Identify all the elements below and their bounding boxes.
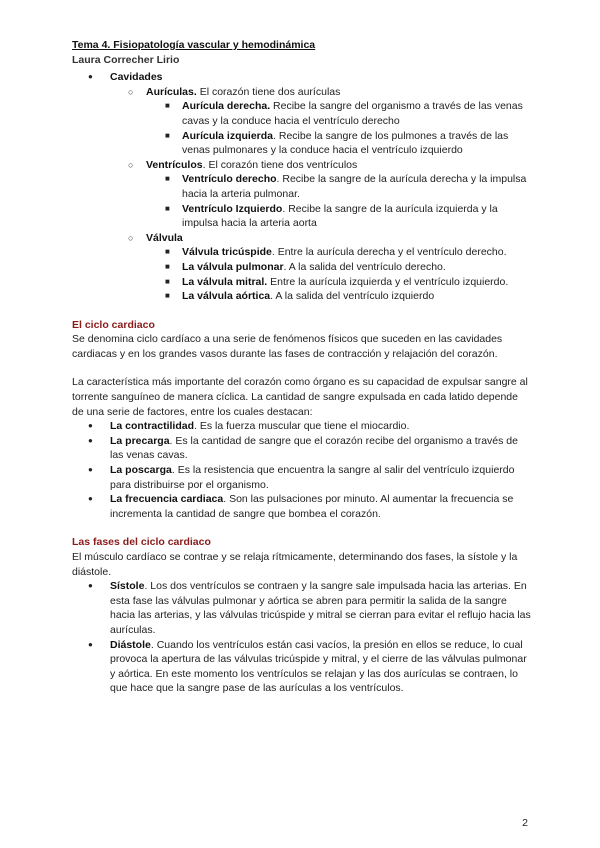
page-number: 2 [522,817,528,829]
item-text: . A la salida del ventrículo izquierdo [270,290,435,303]
auriculas-term: Aurículas. [146,85,197,98]
item-text: . Es la cantidad de sangre que el corazón recibe del organismo a través de las venas cavas. [110,434,518,462]
fases-list [72,579,532,696]
item-term: Ventrículo Izquierdo [182,202,283,215]
ciclo-paragraph-1: Se denomina ciclo cardíaco a una serie de fenómenos físicos que suceden en las cavidades cardiacas y en los grandes vasos durante las fases de contracción y relajación del corazón. [72,333,503,360]
item-term: La frecuencia cardiaca [110,493,224,506]
auriculas-item [110,85,532,158]
list-item [146,289,532,304]
factors-list [72,419,532,521]
cavidades-list [72,70,532,304]
item-text: . Cuando los ventrículos están casi vacíos, la presión en ellos se reduce, lo cual provoca la apertura de las válvulas tricúspide y mitral, y el cierre de las válvulas pulmonar y aórtica. En este momento los ventrículos se relajan y las dos aurículas se contraen, lo que hace que la sangre pase de las aurículas a los ventrículos. [110,638,527,695]
item-text: Entre la aurícula izquierda y el ventrículo izquierdo. [267,275,509,288]
list-item [146,245,532,260]
item-term: La válvula mitral. [182,275,268,288]
valvula-sublist [146,245,532,303]
list-item [146,275,532,290]
list-item [146,129,532,158]
valvula-item [110,231,532,304]
item-text: Recibe la sangre del organismo a través de las venas cavas y la conduce hacia el ventrículo derecho [182,100,523,127]
item-term: La válvula aórtica [182,290,271,303]
item-text: . Es la resistencia que encuentra la sangre al salir del ventrículo izquierdo para distribuirse por el organismo. [110,464,515,491]
document-title: Tema 4. Fisiopatología vascular y hemodinámica [72,39,316,51]
list-item [146,260,532,275]
item-term: Sístole [110,580,145,593]
item-term: Aurícula izquierda [182,129,274,142]
list-item [72,492,532,521]
item-text: . Recibe la sangre de la aurícula izquierda y la impulsa hacia la arteria aorta [182,202,498,230]
spacer [72,361,532,375]
list-item [72,434,532,463]
list-item [146,172,532,201]
list-item [72,579,532,637]
item-text: . Recibe la sangre de los pulmones a través de las venas pulmonares y la conduce hacia el ventrículo izquierdo [182,129,509,157]
item-term: Diástole [110,638,151,651]
item-term: Ventrículo derecho [182,173,277,186]
ventriculos-term: Ventrículos [146,158,203,171]
ciclo-heading: El ciclo cardiaco [72,318,155,331]
item-text: . Recibe la sangre de la aurícula derecha y la impulsa hacia la arteria pulmonar. [182,173,527,200]
spacer [72,521,532,535]
item-term: Válvula tricúspide [182,246,272,259]
item-term: Aurícula derecha. [182,100,271,113]
item-text: . Es la fuerza muscular que tiene el miocardio. [194,420,410,433]
cavidades-label: Cavidades [110,71,163,84]
list-item [72,638,532,696]
item-term: La precarga [110,434,170,447]
ventriculos-sublist [146,172,532,230]
fases-heading: Las fases del ciclo cardiaco [72,536,211,549]
item-term: La válvula pulmonar [182,260,284,273]
list-item [72,463,532,492]
list-item [146,99,532,128]
item-term: La poscarga [110,464,172,477]
list-item [146,202,532,231]
item-term: La contractilidad [110,420,195,433]
spacer [72,304,532,318]
valvula-term: Válvula [146,231,183,244]
cavidades-sublist [110,85,532,304]
item-text: . Entre la aurícula derecha y el ventrículo derecho. [271,246,507,259]
item-text: . Los dos ventrículos se contraen y la sangre sale impulsada hacia las arterias. En esta fase las válvulas pulmonar y aórtica se abren para permitir la salida de la sangre hacia las arterias, y las válvulas tricúspide y mitral se cierran para evitar el reflujo hacia las aurículas. [110,580,531,636]
ciclo-paragraph-2: La característica más importante del corazón como órgano es su capacidad de expulsar sangre al torrente sanguíneo de manera cíclica. La cantidad de sangre expulsada en cada latido depende de una serie de factores, entre los cuales destacan: [72,376,528,418]
list-item [72,419,532,434]
fases-paragraph-1: El músculo cardíaco se contrae y se relaja rítmicamente, determinando dos fases, la sístole y la diástole. [72,551,518,578]
auriculas-text: El corazón tiene dos aurículas [196,85,341,98]
cavidades-item [72,70,532,304]
document-page [72,38,532,696]
document-author: Laura Correcher Lirio [72,53,180,66]
item-text: . Son las pulsaciones por minuto. Al aumentar la frecuencia se incrementa la cantidad de sangre que bombea el corazón. [110,493,514,520]
item-text: . A la salida del ventrículo derecho. [283,260,446,273]
auriculas-sublist [146,99,532,157]
ventriculos-text: . El corazón tiene dos ventrículos [202,158,358,171]
ventriculos-item [110,158,532,231]
